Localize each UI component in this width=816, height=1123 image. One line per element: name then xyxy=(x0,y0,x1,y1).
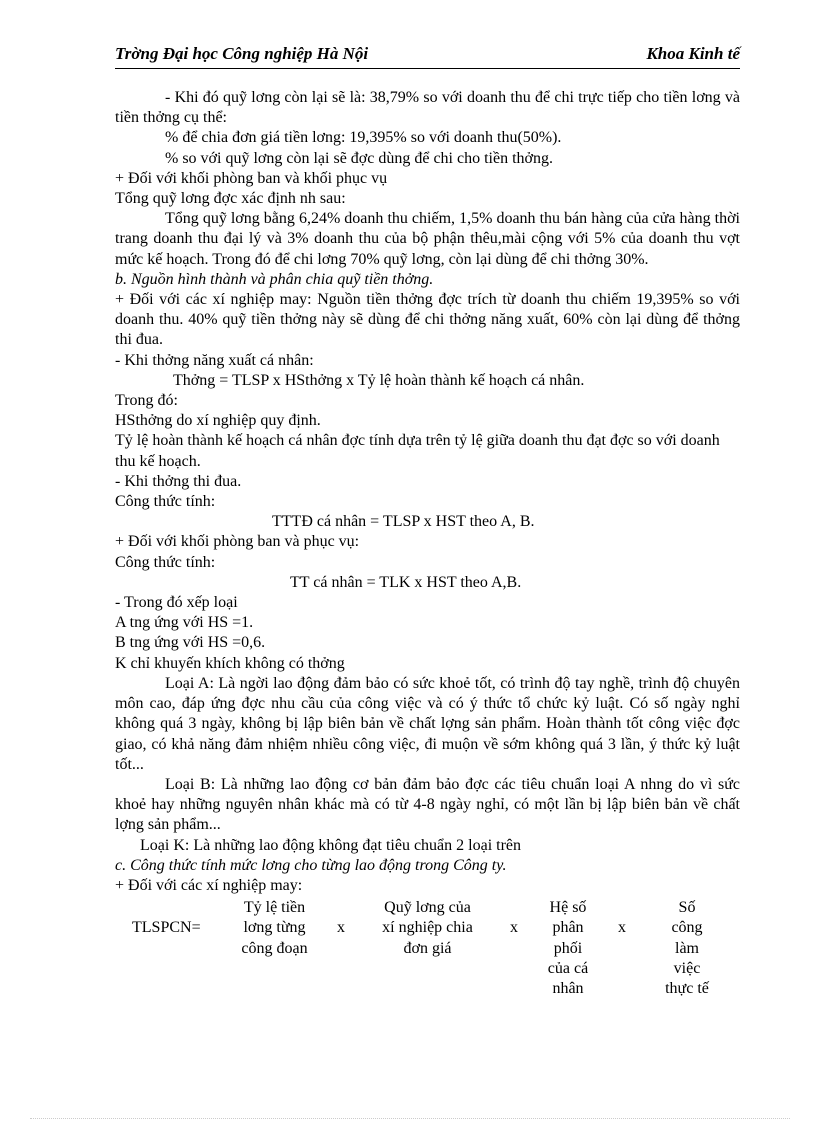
formula-line: TT cá nhân = TLK x HST theo A,B. xyxy=(290,573,522,591)
formula-text: nhân xyxy=(552,979,584,997)
paragraph: Tổng quỹ lơng đợc xác định nh sau: xyxy=(115,190,346,208)
formula-line: TTTĐ cá nhân = TLSP x HST theo A, B. xyxy=(272,513,535,531)
paragraph: + Đối với các xí nghiệp may: xyxy=(115,876,303,894)
section-heading-c: c. Công thức tính mức lơng cho từng lao động trong Công ty. xyxy=(115,856,507,874)
paragraph: + Đối với khối phòng ban và khối phục vụ xyxy=(115,169,388,187)
paragraph: - Khi đó quỹ lơng còn lại sẽ là: 38,79% so với doanh thu để chi trực tiếp cho tiền lơng và tiền thởng cụ thể: xyxy=(115,89,740,127)
paragraph: HSthởng do xí nghiệp quy định. xyxy=(115,412,321,430)
paragraph: + Đối với khối phòng ban và phục vụ: xyxy=(115,533,360,551)
paragraph: Tỷ lệ hoàn thành kế hoạch cá nhân đợc tính dựa trên tỷ lệ giữa doanh thu đạt đợc so với doanh thu kế hoạch. xyxy=(115,432,720,470)
paragraph: + Đối với các xí nghiệp may: Nguồn tiền thởng đợc trích từ doanh thu chiếm 19,395% so với doanh thu. 40% quỹ tiền thởng này sẽ dùng để chi thởng năng xuất, 60% còn lại dùng để thởng thi đua. xyxy=(115,291,740,349)
section-heading-b: b. Nguồn hình thành và phân chia quỹ tiền thởng. xyxy=(115,270,434,288)
formula-line: Thởng = TLSP x HSthởng x Tỷ lệ hoàn thành kế hoạch cá nhân. xyxy=(173,371,585,389)
formula-text: lơng từng xyxy=(243,919,306,937)
page-bottom-border xyxy=(30,1118,790,1119)
formula-term-rate xyxy=(227,898,322,999)
paragraph: - Khi thởng thi đua. xyxy=(115,472,242,490)
paragraph: - Khi thởng năng xuất cá nhân: xyxy=(115,351,314,369)
formula-term-workdays xyxy=(641,898,733,999)
formula-operator: x xyxy=(510,919,518,937)
formula-text: phối xyxy=(553,939,583,957)
formula-text: đơn giá xyxy=(403,939,452,957)
paragraph: Công thức tính: xyxy=(115,553,216,571)
formula-term-fund xyxy=(360,898,495,999)
paragraph: Trong đó: xyxy=(115,392,178,410)
formula-text: công xyxy=(671,919,703,937)
formula-text: làm xyxy=(675,939,699,957)
formula-text: Quỹ lơng của xyxy=(384,899,471,917)
paragraph: Loại K: Là những lao động không đạt tiêu chuẩn 2 loại trên xyxy=(140,836,522,854)
formula-text: việc xyxy=(673,959,701,977)
salary-formula xyxy=(115,898,740,999)
formula-text: của cá xyxy=(547,959,589,977)
paragraph: A tng ứng với HS =1. xyxy=(115,614,254,632)
paragraph: Loại A: Là ngời lao động đảm bảo có sức khoẻ tốt, có trình độ tay nghề, trình độ chuyên môn cao, đáp ứng đợc nhu cầu của công việc và có ý thức tổ chức kỷ luật. Có số ngày nghỉ không quá 3 ngày, không bị lập biên bản về chất lợng sản phẩm. Hoàn thành tốt công việc đợc giao, có khả năng đảm nhiệm nhiều công việc, đi muộn về sớm không quá 3 lần, ý thức kỷ luật tốt... xyxy=(115,674,740,773)
formula-text: xí nghiệp chia xyxy=(382,919,473,937)
page-header xyxy=(115,44,740,69)
formula-text: công đoạn xyxy=(241,939,308,957)
formula-text: phân xyxy=(552,919,584,937)
paragraph: K chỉ khuyến khích không có thởng xyxy=(115,654,345,672)
paragraph: % so với quỹ lơng còn lại sẽ đợc dùng để chi cho tiền thởng. xyxy=(165,149,553,167)
paragraph: B tng ứng với HS =0,6. xyxy=(115,634,266,652)
header-faculty-name: Khoa Kinh tế xyxy=(646,44,740,63)
formula-text: Hệ số xyxy=(549,899,587,917)
paragraph: % để chia đơn giá tiền lơng: 19,395% so với doanh thu(50%). xyxy=(165,129,562,147)
formula-text: Số xyxy=(678,899,696,917)
formula-operator: x xyxy=(337,919,345,937)
formula-text: thực tế xyxy=(665,979,709,997)
paragraph: Công thức tính: xyxy=(115,493,216,511)
formula-operator: x xyxy=(618,919,626,937)
formula-text: Tỷ lệ tiền xyxy=(243,899,306,917)
formula-lhs: TLSPCN= xyxy=(132,919,201,937)
paragraph: Tổng quỹ lơng bằng 6,24% doanh thu chiếm, 1,5% doanh thu bán hàng của cửa hàng thời trang doanh thu đại lý và 3% doanh thu của bộ phận thêu,mài cộng với 5% của doanh thu vợt mức kế hoạch. Trong đó để chi lơng 70% quỹ lơng, còn lại dùng để chi thởng 30%. xyxy=(115,210,740,268)
document-body xyxy=(115,88,740,999)
formula-term-coefficient xyxy=(533,898,603,999)
paragraph: Loại B: Là những lao động cơ bản đảm bảo đợc các tiêu chuẩn loại A nhng do vì sức khoẻ hay những nguyên nhân khác mà có từ 4-8 ngày nghỉ, có một lần bị lập biên bản về chất lợng sản phẩm... xyxy=(115,775,740,834)
paragraph: - Trong đó xếp loại xyxy=(115,594,238,612)
header-school-name: Trờng Đại học Công nghiệp Hà Nội xyxy=(115,44,369,63)
